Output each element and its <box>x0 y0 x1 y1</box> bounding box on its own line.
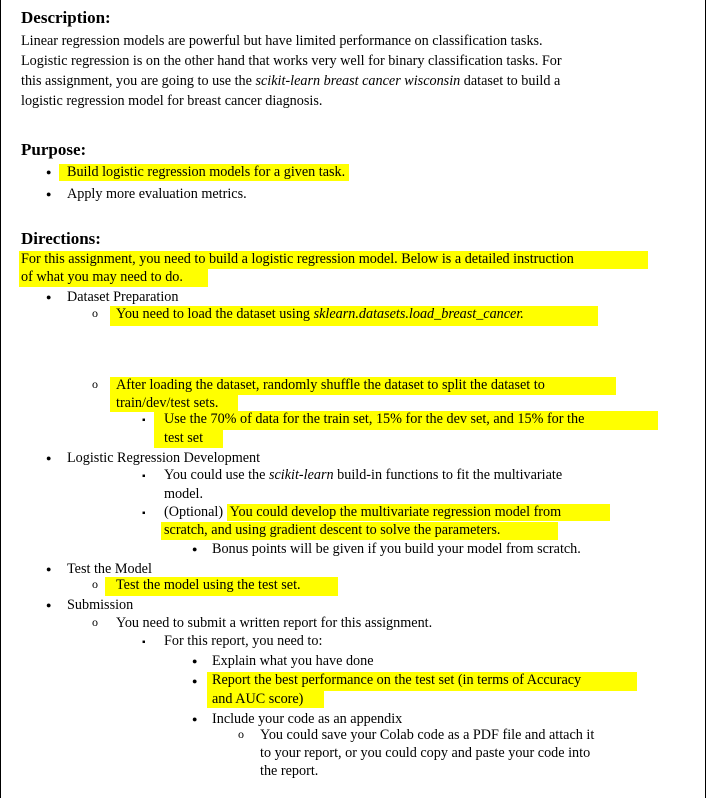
bullet-icon <box>192 711 197 727</box>
bullet-icon <box>46 186 51 202</box>
bullet-icon <box>192 541 197 557</box>
scikit-learn-step-line-1: You could use the scikit-learn build-in functions to fit the multivariate <box>164 467 563 483</box>
shuffle-step-line-2: train/dev/test sets. <box>110 395 238 412</box>
directions-intro-1: For this assignment, you need to build a logistic regression model. Below is a detailed instruction <box>19 251 648 269</box>
dataset-preparation: Dataset Preparation <box>67 289 179 305</box>
optional-step-line-1: (Optional) You could develop the multivariate regression model from <box>164 504 610 521</box>
bullet-icon <box>46 164 51 180</box>
colab-note-line-3: the report. <box>260 763 319 779</box>
bullet-icon <box>92 577 98 593</box>
description-line-4: logistic regression model for breast cancer diagnosis. <box>21 93 323 109</box>
bullet-icon <box>142 505 146 521</box>
bullet-icon <box>192 673 197 689</box>
purpose-item-2: Apply more evaluation metrics. <box>67 186 247 202</box>
colab-note-line-1: You could save your Colab code as a PDF file and attach it <box>260 727 595 743</box>
test-set-step: Test the model using the test set. <box>105 577 338 596</box>
colab-note-line-2: to your report, or you could copy and paste your code into <box>260 745 591 761</box>
bullet-icon <box>192 653 197 669</box>
load-dataset-step: You need to load the dataset using sklearn.datasets.load_breast_cancer. <box>110 306 598 326</box>
test-the-model: Test the Model <box>67 561 152 577</box>
split-step-line-1: Use the 70% of data for the train set, 15% for the dev set, and 15% for the <box>154 411 658 430</box>
description-line-2: Logistic regression is on the other hand that works very well for binary classification tasks. For <box>21 53 562 69</box>
bullet-icon <box>142 634 146 650</box>
bullet-icon <box>46 289 51 305</box>
bullet-icon <box>92 306 98 322</box>
bonus-note: Bonus points will be given if you build your model from scratch. <box>212 541 581 557</box>
directions-heading: Directions: <box>21 229 101 248</box>
bullet-icon <box>46 450 51 466</box>
report-requirement: You need to submit a written report for this assignment. <box>116 615 433 631</box>
bullet-icon <box>46 561 51 577</box>
directions-intro-2: of what you may need to do. <box>19 269 208 287</box>
purpose-item-1: Build logistic regression models for a given task. <box>59 164 349 181</box>
scikit-learn-step-line-2: model. <box>164 486 204 502</box>
bullet-icon <box>142 468 146 484</box>
best-performance-line-1: Report the best performance on the test set (in terms of Accuracy <box>207 672 637 691</box>
bullet-icon <box>92 615 98 631</box>
bullet-icon <box>92 377 98 393</box>
bullet-icon <box>142 412 146 428</box>
best-performance-line-2: and AUC score) <box>207 691 324 708</box>
report-needs: For this report, you need to: <box>164 633 323 649</box>
description-line-1: Linear regression models are powerful but have limited performance on classification tasks. <box>21 33 543 49</box>
code-appendix-item: Include your code as an appendix <box>212 711 403 727</box>
bullet-icon <box>46 597 51 613</box>
description-line-3: this assignment, you are going to use the scikit-learn breast cancer wisconsin dataset to build a <box>21 73 561 89</box>
bullet-icon <box>238 727 244 743</box>
optional-step-line-2: scratch, and using gradient descent to solve the parameters. <box>161 522 558 540</box>
split-step-line-2: test set <box>154 430 223 448</box>
shuffle-step-line-1: After loading the dataset, randomly shuffle the dataset to split the dataset to <box>110 377 616 395</box>
purpose-heading: Purpose: <box>21 140 87 159</box>
description-heading: Description: <box>21 8 111 27</box>
explain-item: Explain what you have done <box>212 653 374 669</box>
logistic-regression-development: Logistic Regression Development <box>67 450 261 466</box>
submission: Submission <box>67 597 134 613</box>
